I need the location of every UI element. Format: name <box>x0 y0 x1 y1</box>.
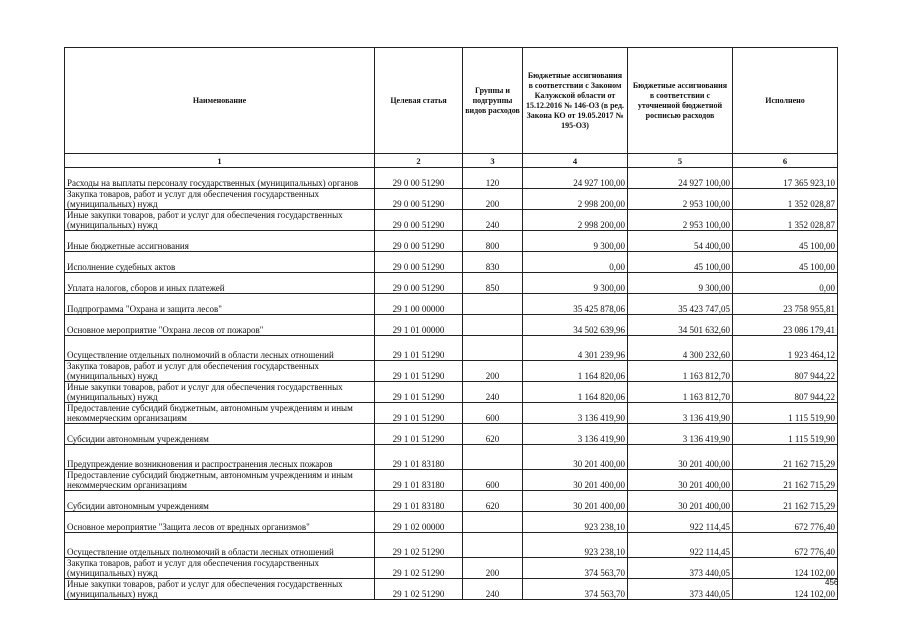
row-refined-budget: 54 400,00 <box>628 231 733 252</box>
row-executed: 1 352 028,87 <box>733 189 838 210</box>
row-refined-budget: 30 201 400,00 <box>628 491 733 512</box>
row-law-budget: 3 136 419,90 <box>523 403 628 424</box>
row-group-code <box>463 315 523 336</box>
row-law-budget: 30 201 400,00 <box>523 445 628 470</box>
row-refined-budget: 2 953 100,00 <box>628 189 733 210</box>
row-law-budget: 30 201 400,00 <box>523 470 628 491</box>
row-name: Иные закупки товаров, работ и услуг для обеспечения государственных (муниципальных) нужд <box>65 210 375 231</box>
row-law-budget: 9 300,00 <box>523 231 628 252</box>
row-name: Предупреждение возникновения и распространения лесных пожаров <box>65 445 375 470</box>
row-name: Иные бюджетные ассигнования <box>65 231 375 252</box>
row-law-budget: 1 164 820,06 <box>523 361 628 382</box>
table-row <box>65 424 838 445</box>
row-target-code: 29 1 01 83180 <box>375 491 463 512</box>
row-target-code: 29 1 01 51290 <box>375 403 463 424</box>
row-refined-budget: 922 114,45 <box>628 533 733 558</box>
row-target-code: 29 0 00 51290 <box>375 189 463 210</box>
row-group-code: 600 <box>463 470 523 491</box>
row-group-code: 200 <box>463 361 523 382</box>
row-group-code: 850 <box>463 273 523 294</box>
row-refined-budget: 9 300,00 <box>628 273 733 294</box>
row-law-budget: 374 563,70 <box>523 579 628 600</box>
row-group-code: 620 <box>463 424 523 445</box>
row-law-budget: 923 238,10 <box>523 512 628 533</box>
table-row <box>65 361 838 382</box>
row-name: Субсидии автономным учреждениям <box>65 424 375 445</box>
row-name: Основное мероприятие "Охрана лесов от пожаров" <box>65 315 375 336</box>
header-refined-budget: Бюджетные ассигнования в соответствии с уточненной бюджетной росписью расходов <box>628 48 733 154</box>
header-law-budget: Бюджетные ассигнования в соответствии с Законом Калужской области от 15.12.2016 № 146-ОЗ (в ред. Закона КО от 19.05.2017 № 195-ОЗ) <box>523 48 628 154</box>
table-row <box>65 382 838 403</box>
row-name: Осуществление отдельных полномочий в области лесных отношений <box>65 533 375 558</box>
row-target-code: 29 1 01 83180 <box>375 470 463 491</box>
row-name: Иные закупки товаров, работ и услуг для обеспечения государственных (муниципальных) нужд <box>65 579 375 600</box>
row-name: Иные закупки товаров, работ и услуг для обеспечения государственных (муниципальных) нужд <box>65 382 375 403</box>
row-executed: 807 944,22 <box>733 382 838 403</box>
table-row <box>65 252 838 273</box>
row-executed: 1 923 464,12 <box>733 336 838 361</box>
row-law-budget: 0,00 <box>523 252 628 273</box>
row-refined-budget: 373 440,05 <box>628 579 733 600</box>
table-row <box>65 315 838 336</box>
table-row <box>65 558 838 579</box>
column-number: 5 <box>628 154 733 168</box>
row-executed: 23 086 179,41 <box>733 315 838 336</box>
row-law-budget: 3 136 419,90 <box>523 424 628 445</box>
row-executed: 1 115 519,90 <box>733 403 838 424</box>
table-row <box>65 579 838 600</box>
row-executed: 672 776,40 <box>733 512 838 533</box>
row-refined-budget: 4 300 232,60 <box>628 336 733 361</box>
row-group-code: 830 <box>463 252 523 273</box>
row-name: Исполнение судебных актов <box>65 252 375 273</box>
column-number: 4 <box>523 154 628 168</box>
row-refined-budget: 34 501 632,60 <box>628 315 733 336</box>
row-refined-budget: 24 927 100,00 <box>628 168 733 189</box>
row-group-code <box>463 512 523 533</box>
row-group-code <box>463 294 523 315</box>
row-name: Расходы на выплаты персоналу государственных (муниципальных) органов <box>65 168 375 189</box>
row-target-code: 29 0 00 51290 <box>375 252 463 273</box>
row-group-code: 200 <box>463 189 523 210</box>
row-refined-budget: 35 423 747,05 <box>628 294 733 315</box>
column-number-row <box>65 154 838 168</box>
row-group-code: 600 <box>463 403 523 424</box>
row-group-code <box>463 445 523 470</box>
row-executed: 672 776,40 <box>733 533 838 558</box>
row-refined-budget: 3 136 419,90 <box>628 424 733 445</box>
header-row <box>65 48 838 154</box>
row-name: Закупка товаров, работ и услуг для обеспечения государственных (муниципальных) нужд <box>65 189 375 210</box>
header-target: Целевая статья <box>375 48 463 154</box>
table-row <box>65 512 838 533</box>
row-target-code: 29 1 01 00000 <box>375 315 463 336</box>
row-target-code: 29 1 01 51290 <box>375 424 463 445</box>
row-group-code <box>463 533 523 558</box>
page-number: 456 <box>825 578 839 587</box>
row-refined-budget: 1 163 812,70 <box>628 361 733 382</box>
row-target-code: 29 0 00 51290 <box>375 168 463 189</box>
row-executed: 45 100,00 <box>733 231 838 252</box>
row-group-code: 800 <box>463 231 523 252</box>
row-target-code: 29 0 00 51290 <box>375 231 463 252</box>
row-group-code: 240 <box>463 382 523 403</box>
row-name: Основное мероприятие "Защита лесов от вредных организмов" <box>65 512 375 533</box>
table-row <box>65 533 838 558</box>
row-group-code <box>463 336 523 361</box>
budget-table <box>64 47 838 600</box>
row-target-code: 29 1 01 51290 <box>375 361 463 382</box>
row-target-code: 29 1 00 00000 <box>375 294 463 315</box>
row-executed: 1 352 028,87 <box>733 210 838 231</box>
row-name: Предоставление субсидий бюджетным, автономным учреждениям и иным некоммерческим организациям <box>65 470 375 491</box>
table-row <box>65 231 838 252</box>
row-refined-budget: 373 440,05 <box>628 558 733 579</box>
row-executed: 45 100,00 <box>733 252 838 273</box>
row-name: Закупка товаров, работ и услуг для обеспечения государственных (муниципальных) нужд <box>65 361 375 382</box>
row-law-budget: 374 563,70 <box>523 558 628 579</box>
row-group-code: 200 <box>463 558 523 579</box>
row-executed: 807 944,22 <box>733 361 838 382</box>
row-group-code: 120 <box>463 168 523 189</box>
column-number: 1 <box>65 154 375 168</box>
row-target-code: 29 1 01 51290 <box>375 382 463 403</box>
row-refined-budget: 2 953 100,00 <box>628 210 733 231</box>
row-target-code: 29 0 00 51290 <box>375 210 463 231</box>
row-executed: 21 162 715,29 <box>733 445 838 470</box>
row-target-code: 29 1 02 00000 <box>375 512 463 533</box>
row-name: Осуществление отдельных полномочий в области лесных отношений <box>65 336 375 361</box>
row-law-budget: 30 201 400,00 <box>523 491 628 512</box>
row-executed: 21 162 715,29 <box>733 470 838 491</box>
row-target-code: 29 0 00 51290 <box>375 273 463 294</box>
row-law-budget: 2 998 200,00 <box>523 210 628 231</box>
row-law-budget: 9 300,00 <box>523 273 628 294</box>
row-executed: 0,00 <box>733 273 838 294</box>
row-refined-budget: 30 201 400,00 <box>628 445 733 470</box>
row-target-code: 29 1 02 51290 <box>375 558 463 579</box>
column-number: 6 <box>733 154 838 168</box>
row-law-budget: 24 927 100,00 <box>523 168 628 189</box>
row-executed: 124 102,00 <box>733 579 838 600</box>
header-name: Наименование <box>65 48 375 154</box>
row-executed: 1 115 519,90 <box>733 424 838 445</box>
row-name: Подпрограмма "Охрана и защита лесов" <box>65 294 375 315</box>
row-law-budget: 34 502 639,96 <box>523 315 628 336</box>
row-law-budget: 1 164 820,06 <box>523 382 628 403</box>
row-name: Уплата налогов, сборов и иных платежей <box>65 273 375 294</box>
row-name: Субсидии автономным учреждениям <box>65 491 375 512</box>
row-group-code: 240 <box>463 579 523 600</box>
row-law-budget: 2 998 200,00 <box>523 189 628 210</box>
row-refined-budget: 30 201 400,00 <box>628 470 733 491</box>
row-refined-budget: 1 163 812,70 <box>628 382 733 403</box>
row-group-code: 240 <box>463 210 523 231</box>
row-refined-budget: 922 114,45 <box>628 512 733 533</box>
row-law-budget: 35 425 878,06 <box>523 294 628 315</box>
row-refined-budget: 45 100,00 <box>628 252 733 273</box>
table-row <box>65 273 838 294</box>
table-row <box>65 470 838 491</box>
table-row <box>65 445 838 470</box>
row-executed: 21 162 715,29 <box>733 491 838 512</box>
row-target-code: 29 1 02 51290 <box>375 533 463 558</box>
row-law-budget: 923 238,10 <box>523 533 628 558</box>
column-number: 2 <box>375 154 463 168</box>
row-refined-budget: 3 136 419,90 <box>628 403 733 424</box>
row-name: Закупка товаров, работ и услуг для обеспечения государственных (муниципальных) нужд <box>65 558 375 579</box>
row-group-code: 620 <box>463 491 523 512</box>
table-row <box>65 403 838 424</box>
table-row <box>65 168 838 189</box>
row-name: Предоставление субсидий бюджетным, автономным учреждениям и иным некоммерческим организациям <box>65 403 375 424</box>
row-target-code: 29 1 02 51290 <box>375 579 463 600</box>
table-row <box>65 189 838 210</box>
row-executed: 124 102,00 <box>733 558 838 579</box>
header-executed: Исполнено <box>733 48 838 154</box>
header-groups: Группы и подгруппы видов расходов <box>463 48 523 154</box>
row-law-budget: 4 301 239,96 <box>523 336 628 361</box>
table-row <box>65 336 838 361</box>
row-executed: 23 758 955,81 <box>733 294 838 315</box>
row-executed: 17 365 923,10 <box>733 168 838 189</box>
row-target-code: 29 1 01 83180 <box>375 445 463 470</box>
table-row <box>65 294 838 315</box>
table-row <box>65 210 838 231</box>
row-target-code: 29 1 01 51290 <box>375 336 463 361</box>
column-number: 3 <box>463 154 523 168</box>
table-body <box>65 168 838 600</box>
table-row <box>65 491 838 512</box>
